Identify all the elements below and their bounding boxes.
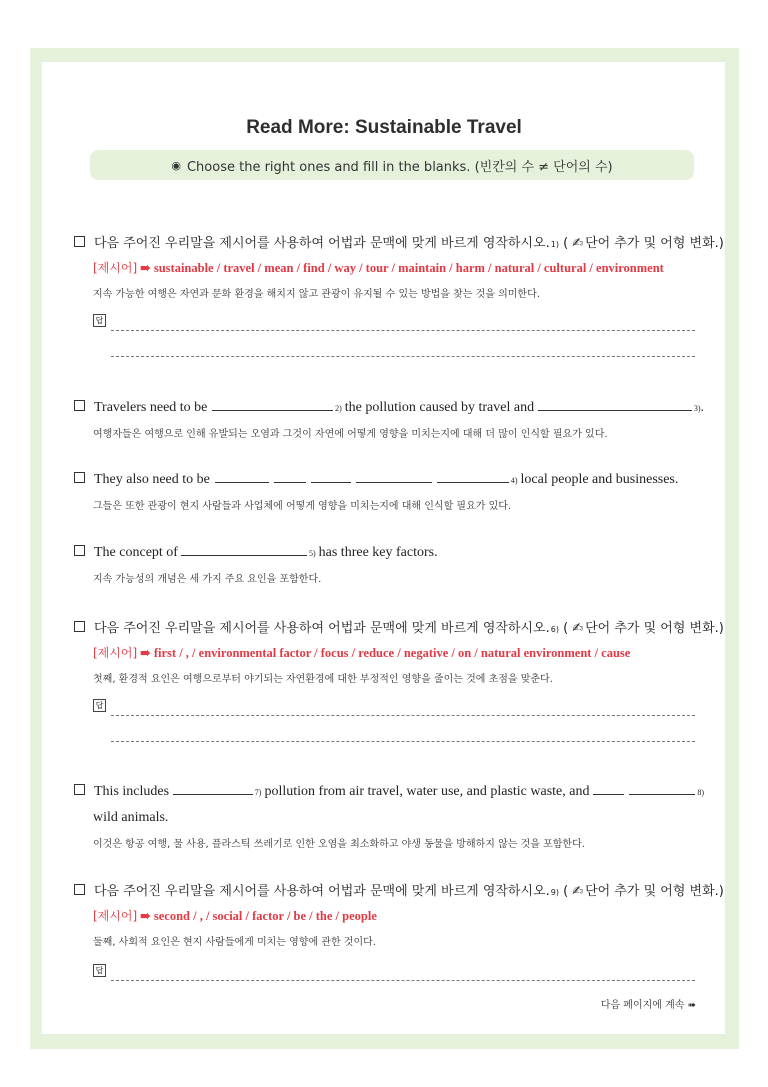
instruction-text: Choose the right ones and fill in the blanks. (빈칸의 수 ≠ 단어의 수) [186, 159, 613, 175]
checkbox[interactable] [74, 784, 85, 795]
hint-words: [제시어] ➠ sustainable / travel / mean / find / way / tour / maintain / harm / natural / cultural / environment [93, 261, 664, 275]
pencil-icon: ✍ [572, 884, 584, 899]
answer-line [111, 980, 695, 981]
blank-4c[interactable] [311, 470, 351, 483]
answer-mark: 답 [93, 314, 106, 327]
question-7: 다음 주어진 우리말을 제시어를 사용하여 어법과 문맥에 맞게 바르게 영작하시오. 9) ( ✍ 단어 추가 및 어형 변화. ) [제시어] ➠ second / , / social / factor / be / the / people 둘째, 사회적 요인은 현지 사람들에게 미치는 영향에 관한 것이다. [74, 880, 704, 948]
korean-sentence: 여행자들은 여행으로 인해 유발되는 오염과 그것이 자연에 어떻게 영향을 미치는지에 대해 더 많이 인식할 필요가 있다. [93, 429, 608, 440]
answer-line [111, 741, 695, 742]
question-3: They also need to be 4) local people and businesses. 그들은 또한 관광이 현지 사람들과 사업체에 어떻게 영향을 미치는지에 대해 인식할 필요가 있다. [74, 470, 704, 512]
blank-5[interactable] [181, 543, 307, 556]
question-1 [74, 232, 724, 300]
blank-3[interactable] [538, 398, 692, 411]
answer-line [111, 715, 695, 716]
checkbox[interactable] [74, 545, 85, 556]
blank-4e[interactable] [437, 470, 509, 483]
page-title: Read More: Sustainable Travel [246, 117, 522, 138]
question-5: 다음 주어진 우리말을 제시어를 사용하여 어법과 문맥에 맞게 바르게 영작하시오. 6) ( ✍ 단어 추가 및 어형 변화. ) [제시어] ➠ first / , / environmental factor / focus / reduce / negative / on / natural environment / cause 첫째, 환경적 요인은 여행으로부터 야기되는 자연환경에 대한 부정적인 영향을 줄이는 것에 초점을 맞춘다. [74, 617, 704, 685]
checkbox[interactable] [74, 621, 85, 632]
answer-line [111, 356, 695, 357]
blank-7[interactable] [173, 782, 253, 795]
answer-mark: 답 [93, 699, 106, 712]
korean-sentence: 지속 가능한 여행은 자연과 문화 환경을 해치지 않고 관광이 유지될 수 있는 방법을 찾는 것을 의미한다. [93, 289, 540, 300]
question-2: Travelers need to be 2) the pollution caused by travel and 3) . 여행자들은 여행으로 인해 유발되는 오염과 그것이 자연에 어떻게 영향을 미치는지에 대해 더 많이 인식할 필요가 있다. [74, 398, 704, 440]
hint-words: [제시어] ➠ first / , / environmental factor / focus / reduce / negative / on / natural environment / cause [93, 646, 631, 660]
checkbox[interactable] [74, 472, 85, 483]
blank-8b[interactable] [629, 782, 695, 795]
question-1-prompt: 다음 주어진 우리말을 제시어를 사용하여 어법과 문맥에 맞게 바르게 영작하시오. 1) ( ✍ 단어 추가 및 어형 변화. ) [74, 232, 704, 251]
blank-2[interactable] [212, 398, 333, 411]
pencil-icon: ✍ [572, 236, 584, 251]
korean-sentence: 그들은 또한 관광이 현지 사람들과 사업체에 어떻게 영향을 미치는지에 대해 인식할 필요가 있다. [93, 501, 512, 512]
hint-words: [제시어] ➠ second / , / social / factor / be / the / people [93, 909, 377, 923]
korean-sentence: 둘째, 사회적 요인은 현지 사람들에게 미치는 영향에 관한 것이다. [93, 937, 376, 948]
checkbox[interactable] [74, 236, 85, 247]
blank-4d[interactable] [356, 470, 432, 483]
checkbox[interactable] [74, 400, 85, 411]
instruction-banner [90, 150, 694, 180]
blank-4a[interactable] [215, 470, 269, 483]
korean-sentence: 지속 가능성의 개념은 세 가지 주요 요인을 포함한다. [93, 574, 322, 585]
blank-8a[interactable] [593, 782, 623, 795]
korean-sentence: 이것은 항공 여행, 물 사용, 플라스틱 쓰레기로 인한 오염을 최소화하고 야생 동물을 방해하지 않는 것을 포함한다. [93, 839, 585, 850]
korean-sentence: 첫째, 환경적 요인은 여행으로부터 야기되는 자연환경에 대한 부정적인 영향을 줄이는 것에 초점을 맞춘다. [93, 674, 553, 685]
continue-note: 다음 페이지에 계속 ➠ [600, 1000, 696, 1011]
checkbox[interactable] [74, 884, 85, 895]
blank-4b[interactable] [274, 470, 306, 483]
pencil-icon: ✍ [572, 621, 584, 636]
answer-mark: 답 [93, 964, 106, 977]
question-4: The concept of 5) has three key factors. 지속 가능성의 개념은 세 가지 주요 요인을 포함한다. [74, 543, 704, 585]
answer-line [111, 330, 695, 331]
radio-bullet-icon: ◉ [171, 158, 181, 172]
question-6: This includes 7) pollution from air travel, water use, and plastic waste, and 8) wild animals. 이것은 항공 여행, 물 사용, 플라스틱 쓰레기로 인한 오염을 최소화하고 야생 동물을 방해하지 않는 것을 포함한다. [74, 782, 704, 850]
